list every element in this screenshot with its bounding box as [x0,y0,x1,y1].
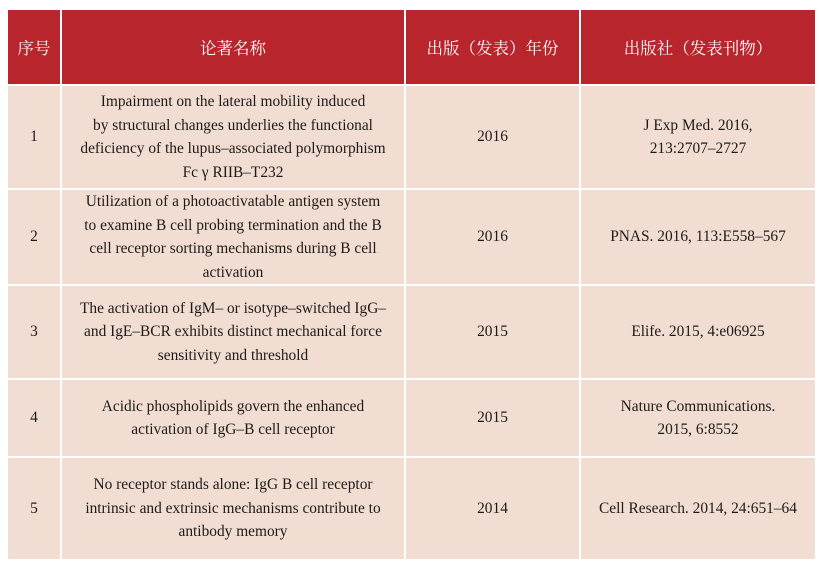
cell-journal [580,285,816,379]
title-line: The activation of IgM– or isotype–switched IgG– [79,299,387,317]
table-body [7,85,816,560]
title-line: antibody memory [178,523,288,541]
cell-year: 2015 [405,379,580,457]
cell-title [61,85,405,189]
table-row [7,457,816,560]
title-line: intrinsic and extrinsic mechanisms contribute to [85,499,381,517]
table-row [7,379,816,457]
title-line: Impairment on the lateral mobility induced [100,93,366,110]
title-line: No receptor stands alone: IgG B cell receptor [93,476,373,494]
journal-line: Nature Communications. [620,397,776,415]
title-line: to examine B cell probing termination and the B [84,216,382,234]
title-line: Acidic phospholipids govern the enhanced [101,397,365,415]
cell-index: 4 [7,379,61,457]
cell-year: 2014 [405,457,580,560]
cell-title [61,457,405,560]
cell-journal [580,457,816,560]
table-header [7,9,816,85]
header-year: 出版（发表）年份 [405,9,580,85]
cell-year: 2016 [405,189,580,285]
cell-index: 3 [7,285,61,379]
journal-line: PNAS. 2016, 113:E558–567 [610,228,786,246]
title-line: Utilization of a photoactivatable antigen system [85,193,381,210]
cell-journal [580,85,816,189]
header-row [7,9,816,85]
cell-journal [580,379,816,457]
journal-line: J Exp Med. 2016, [643,116,753,134]
journal-line: 2015, 6:8552 [657,421,739,438]
title-line: and IgE–BCR exhibits distinct mechanical force [84,323,382,341]
title-line: activation of IgG–B cell receptor [131,421,335,438]
cell-journal [580,189,816,285]
header-publisher: 出版社（发表刊物） [580,9,816,85]
publications-table [6,8,817,561]
title-line: deficiency of the lupus–associated polymorphism [80,140,386,157]
title-line: cell receptor sorting mechanisms during B cell [89,240,377,257]
cell-index: 2 [7,189,61,285]
table-row [7,285,816,379]
table-row [7,85,816,189]
cell-index: 1 [7,85,61,189]
table-row [7,189,816,285]
header-index: 序号 [7,9,61,85]
journal-line: 213:2707–2727 [649,140,747,157]
cell-title [61,379,405,457]
cell-year: 2016 [405,85,580,189]
cell-year: 2015 [405,285,580,379]
cell-index: 5 [7,457,61,560]
journal-line: Cell Research. 2014, 24:651–64 [599,499,797,517]
title-line: sensitivity and threshold [157,346,309,364]
title-line: activation [202,263,264,281]
journal-line: Elife. 2015, 4:e06925 [631,323,765,341]
title-line: by structural changes underlies the functional [93,116,373,134]
header-title: 论著名称 [61,9,405,85]
title-line: Fc γ RIIB–T232 [182,163,284,181]
cell-title [61,285,405,379]
cell-title [61,189,405,285]
